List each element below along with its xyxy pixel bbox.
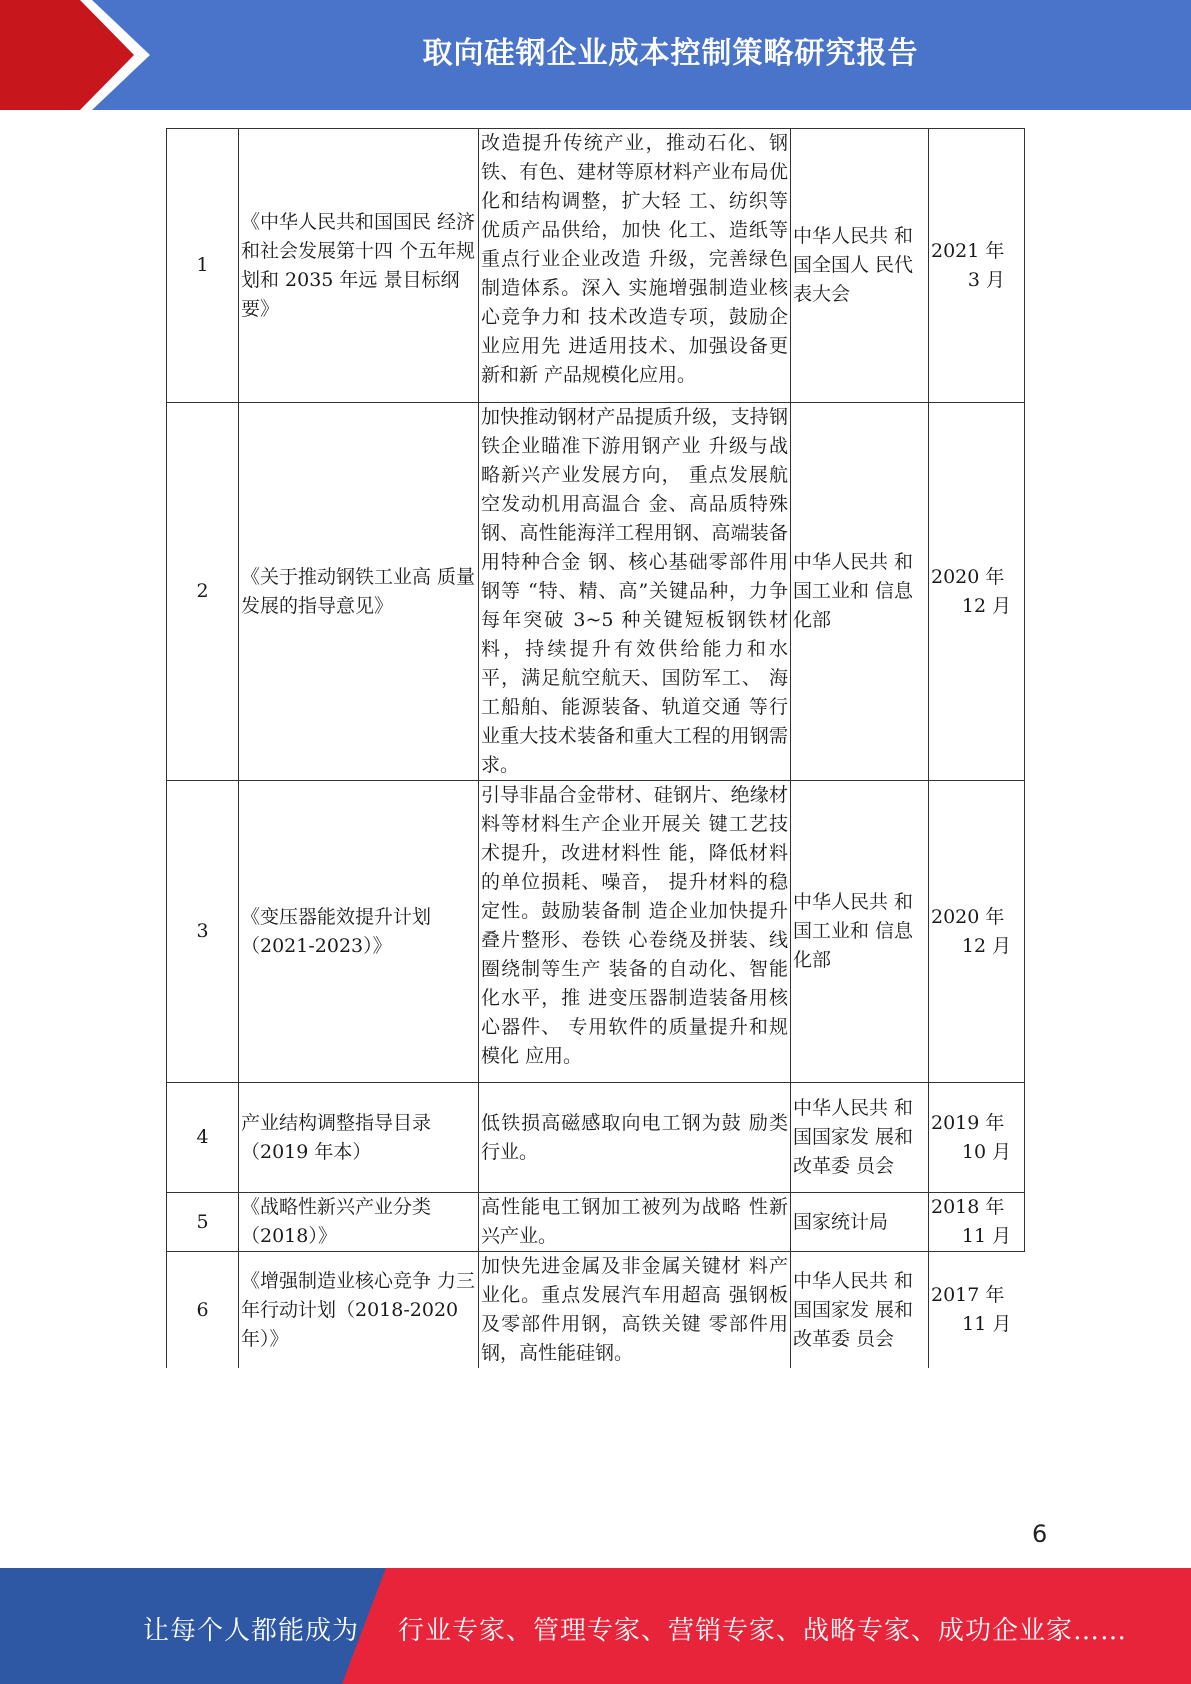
page-footer [0, 1568, 1191, 1684]
issue-month: 11 月 [962, 1313, 1012, 1335]
footer-slogan-right: 行业专家、管理专家、营销专家、战略专家、成功企业家…… [398, 1616, 1128, 1646]
row-number: 6 [167, 1252, 239, 1369]
policy-name: 《增强制造业核心竞争 力三年行动计划（2018-2020 年）》 [239, 1252, 479, 1369]
policy-content: 改造提升传统产业，推动石化、钢铁、有色、建材等原材料产业布局优化和结构调整，扩大轻 工、纺织等优质产品供给，加快 化工、造纸等重点行业企业改造 升级，完善绿色制造体系。深入 实施增强制造业核心竞争力和 技术改造专项，鼓励企业应用先 进适用技术、加强设备更新和新 产品规模化应用。 [479, 129, 791, 403]
policy-name: 《中华人民共和国国民 经济和社会发展第十四 个五年规划和 2035 年远 景目标纲要》 [239, 129, 479, 403]
row-number: 2 [167, 403, 239, 781]
issue-date [929, 781, 1025, 1083]
policy-name: 《变压器能效提升计划（2021-2023）》 [239, 781, 479, 1083]
row-number: 4 [167, 1083, 239, 1193]
issue-month: 12 月 [961, 594, 1012, 617]
policy-content: 加快先进金属及非金属关键材 料产业化。重点发展汽车用超高 强钢板及零部件用钢，高铁关键 零部件用钢，高性能硅钢。 [479, 1252, 791, 1369]
table-row [167, 403, 1025, 781]
issue-year: 2020 年 [931, 905, 1005, 928]
issue-month: 11 月 [961, 1225, 1012, 1247]
table-row [167, 781, 1025, 1083]
policy-content: 加快推动钢材产品提质升级，支持钢铁企业瞄准下游用钢产业 升级与战略新兴产业发展方向， 重点发展航空发动机用高温合 金、高品质特殊钢、高性能海洋工程用钢、高端装备用特种合金 钢、核心基础零部件用钢等 “特、精、高”关键品种，力争 每年突破 3~5 种关键短板钢铁材 料，持续提升有效供给能力和水 平，满足航空航天、国防军工、 海工船舶、能源装备、轨道交通 等行业重大技术装备和重大工程的用钢需求。 [479, 403, 791, 781]
issue-month: 3 月 [967, 268, 1006, 291]
policy-name: 产业结构调整指导目录（2019 年本） [239, 1083, 479, 1193]
issue-date [929, 1252, 1025, 1369]
table-row [167, 129, 1025, 403]
policy-content: 高性能电工钢加工被列为战略 性新兴产业。 [479, 1193, 791, 1252]
issuing-org: 中华人民共 和国全国人 民代表大会 [791, 129, 929, 403]
issue-date [929, 1193, 1025, 1252]
issue-month: 10 月 [961, 1140, 1012, 1163]
issue-year: 2018 年 [931, 1196, 1005, 1218]
issue-year: 2021 年 [931, 239, 1005, 262]
issue-year: 2019 年 [931, 1111, 1005, 1134]
policy-table [166, 128, 1024, 1368]
issuing-org: 中华人民共 和国工业和 信息化部 [791, 781, 929, 1083]
table-row [167, 1083, 1025, 1193]
issue-date [929, 1083, 1025, 1193]
row-number: 5 [167, 1193, 239, 1252]
policy-content: 低铁损高磁感取向电工钢为鼓 励类行业。 [479, 1083, 791, 1193]
issue-month: 12 月 [961, 934, 1012, 957]
policy-name: 《关于推动钢铁工业高 质量发展的指导意见》 [239, 403, 479, 781]
report-title: 取向硅钢企业成本控制策略研究报告 [422, 36, 919, 71]
row-number: 1 [167, 129, 239, 403]
page-header [0, 0, 1191, 110]
issue-date [929, 129, 1025, 403]
issuing-org: 中华人民共 和国国家发 展和改革委 员会 [791, 1252, 929, 1369]
issuing-org: 中华人民共 和国工业和 信息化部 [791, 403, 929, 781]
table-row [167, 1252, 1025, 1369]
issue-year: 2017 年 [931, 1284, 1005, 1306]
table-row [167, 1193, 1025, 1252]
page-number: 6 [1032, 1520, 1048, 1548]
issuing-org: 中华人民共 和国国家发 展和改革委 员会 [791, 1083, 929, 1193]
row-number: 3 [167, 781, 239, 1083]
issuing-org: 国家统计局 [791, 1193, 929, 1252]
policy-content: 引导非晶合金带材、硅钢片、绝缘材料等材料生产企业开展关 键工艺技术提升，改进材料性 能，降低材料的单位损耗、噪音， 提升材料的稳定性。鼓励装备制 造企业加快提升叠片整形、卷铁 心卷绕及拼装、线圈绕制等生产 装备的自动化、智能化水平，推 进变压器制造装备用核心器件、 专用软件的质量提升和规模化 应用。 [479, 781, 791, 1083]
footer-slogan-left: 让每个人都能成为 [143, 1616, 360, 1646]
issue-date [929, 403, 1025, 781]
policy-name: 《战略性新兴产业分类（2018）》 [239, 1193, 479, 1252]
issue-year: 2020 年 [931, 565, 1005, 588]
header-red-arrow-decoration [0, 0, 150, 110]
